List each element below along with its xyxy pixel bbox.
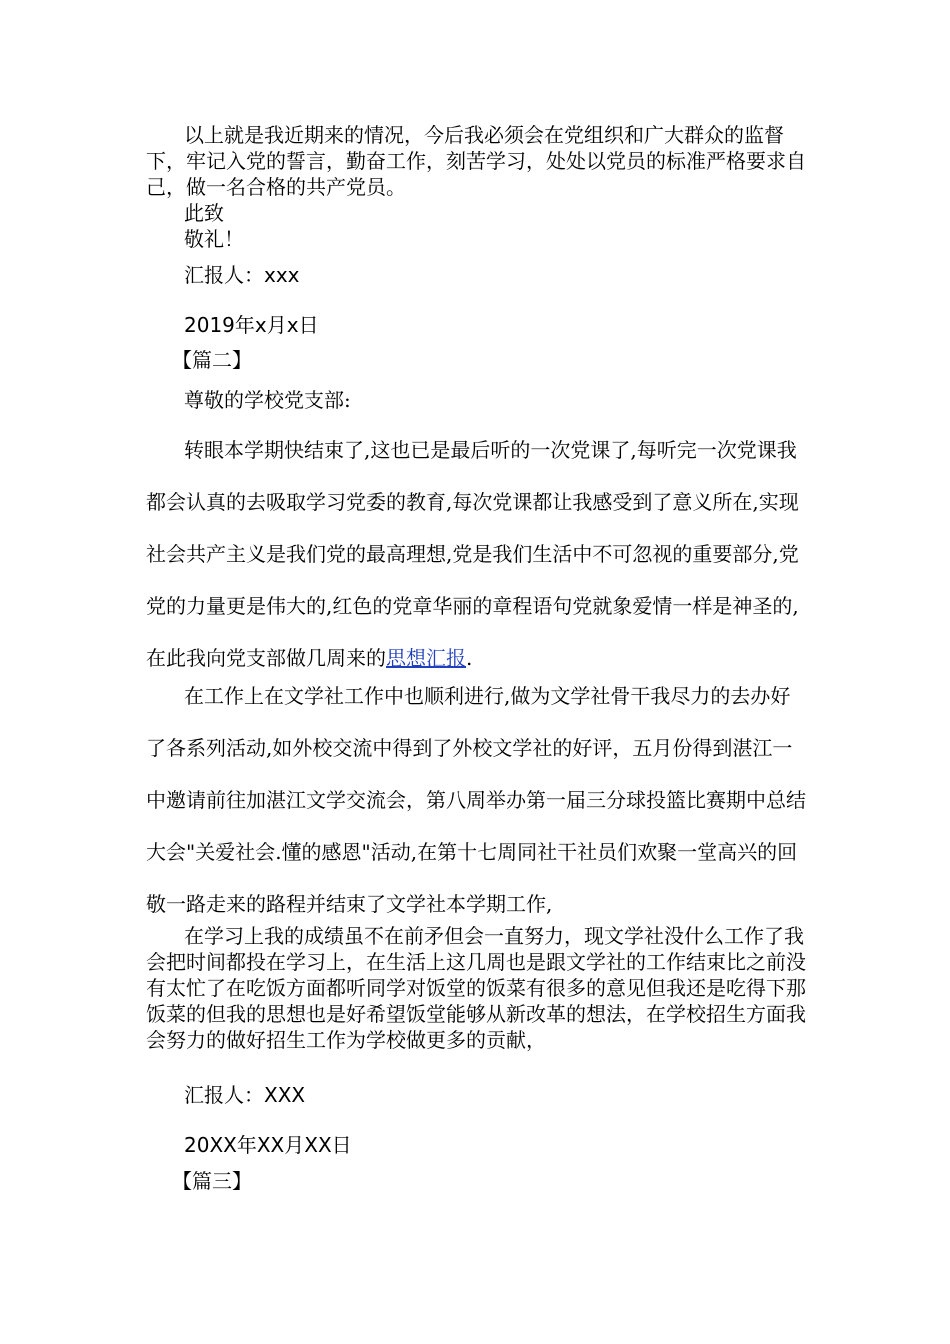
paragraph-party-lessons-text: 转眼本学期快结束了,这也已是最后听的一次党课了,每听完一次党课我都会认真的去吸取学习党委的教育,每次党课都让我感受到了意义所在,实现社会共产主义是我们党的最高理想,党是我们生活中不可忽视的重要部分,党党的力量更是伟大的,红色的党章华丽的章程语句党就象爱情一样是神圣的,在此我向党支部做几周来的 — [146, 438, 799, 670]
report-date-2: 20XX年XX月XX日 — [184, 1133, 352, 1157]
thought-report-link[interactable]: 思想汇报 — [386, 646, 466, 670]
section-heading-3: 【篇三】 — [172, 1169, 252, 1193]
paragraph-study-life: 在学习上我的成绩虽不在前矛但会一直努力，现文学社没什么工作了我会把时间都投在学习上，在生活上这几周也是跟文学社的工作结束比之前没有太忙了在吃饭方面都听同学对饭堂的饭菜有很多的意见但我还是吃得下那饭菜的但我的思想也是好希望饭堂能够从新改革的想法，在学校招生方面我会努力的做好招生工作为学校做更多的贡献， — [146, 924, 806, 1052]
paragraph-party-lessons-end: . — [466, 646, 473, 670]
salutation-line-1: 此致 — [184, 201, 224, 225]
closing-paragraph: 以上就是我近期来的情况，今后我必须会在党组织和广大群众的监督下，牢记入党的誓言，勤奋工作，刻苦学习，处处以党员的标准严格要求自己，做一名合格的共产党员。 — [146, 123, 806, 199]
greeting-line: 尊敬的学校党支部: — [184, 388, 351, 412]
reporter-signature: 汇报人：xxx — [184, 263, 300, 287]
paragraph-literary-society: 在工作上在文学社工作中也顺利进行,做为文学社骨干我尽力的去办好了各系列活动,如外校交流中得到了外校文学社的好评，五月份得到湛江一中邀请前往加湛江文学交流会，第八周举办第一届三分球投篮比赛期中总结大会"关爱社会.懂的感恩"活动,在第十七周同社干社员们欢聚一堂高兴的回敬一路走来的路程并结束了文学社本学期工作, — [146, 684, 806, 916]
salutation-line-2: 敬礼！ — [184, 227, 244, 251]
paragraph-party-lessons — [146, 424, 810, 684]
section-heading-2: 【篇二】 — [172, 348, 252, 372]
report-date: 2019年x月x日 — [184, 313, 319, 337]
reporter-signature-2: 汇报人：XXX — [184, 1083, 306, 1107]
